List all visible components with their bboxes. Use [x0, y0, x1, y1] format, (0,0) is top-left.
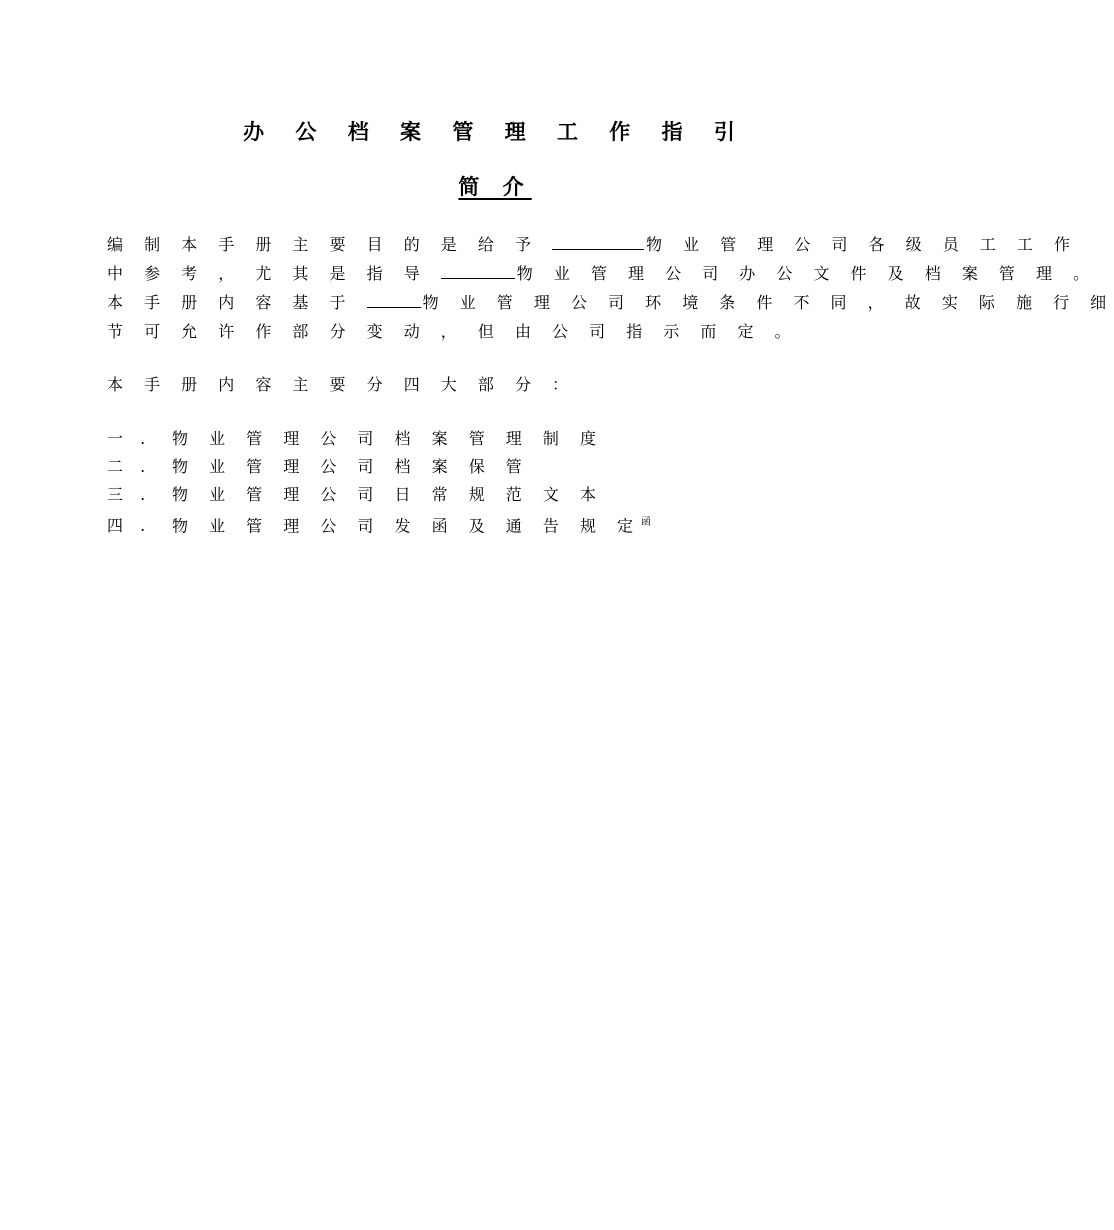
- list-item-text: 物 业 管 理 公 司 档 案 管 理 制 度: [172, 429, 604, 448]
- list-item-text: 物 业 管 理 公 司 日 常 规 范 文 本: [172, 485, 604, 504]
- intro-text: 物 业 管 理 公 司 办 公 文 件 及 档 案 管 理 。: [516, 264, 1098, 283]
- intro-text: 节 可 允 许 作 部 分 变 动 ， 但 由 公 司 指 示 而 定 。: [107, 322, 799, 341]
- list-item: [107, 425, 651, 453]
- intro-text: 编 制 本 手 册 主 要 目 的 是 给 予: [107, 235, 553, 254]
- list-item-number: 一 .: [107, 429, 152, 448]
- parts-intro: [107, 370, 887, 399]
- parts-list: [107, 425, 651, 537]
- fill-in-blank: [367, 290, 421, 308]
- intro-line: [107, 288, 1114, 317]
- intro-text: 物 业 管 理 公 司 环 境 条 件 不 同 ， 故 实 际 施 行 细: [422, 293, 1114, 312]
- fill-in-blank: [441, 261, 515, 279]
- stray-mark: 函: [641, 517, 652, 528]
- list-item-number: 二 .: [107, 457, 152, 476]
- section-heading: [0, 171, 990, 201]
- list-item-text: 物 业 管 理 公 司 档 案 保 管: [172, 457, 530, 476]
- intro-line: [107, 230, 1078, 259]
- intro-line: [107, 259, 1098, 288]
- section-heading-text: 简 介: [458, 174, 532, 199]
- intro-paragraph: [107, 230, 1114, 346]
- list-item-number: 三 .: [107, 485, 152, 504]
- document-title: 办 公 档 案 管 理 工 作 指 引: [243, 119, 747, 144]
- fill-in-blank: [552, 232, 644, 250]
- parts-intro-text: 本 手 册 内 容 主 要 分 四 大 部 分 ：: [107, 375, 577, 394]
- intro-text: 中 参 考 ， 尤 其 是 指 导: [107, 264, 441, 283]
- list-item: [107, 481, 651, 509]
- intro-line: [107, 317, 887, 346]
- list-item: [107, 453, 651, 481]
- list-item-number: 四 .: [107, 516, 152, 536]
- list-item-text: 物 业 管 理 公 司 发 函 及 通 告 规 定: [172, 516, 642, 536]
- intro-text: 物 业 管 理 公 司 各 级 员 工 工 作: [646, 235, 1078, 254]
- list-item: [107, 509, 651, 537]
- intro-text: 本 手 册 内 容 基 于: [107, 293, 367, 312]
